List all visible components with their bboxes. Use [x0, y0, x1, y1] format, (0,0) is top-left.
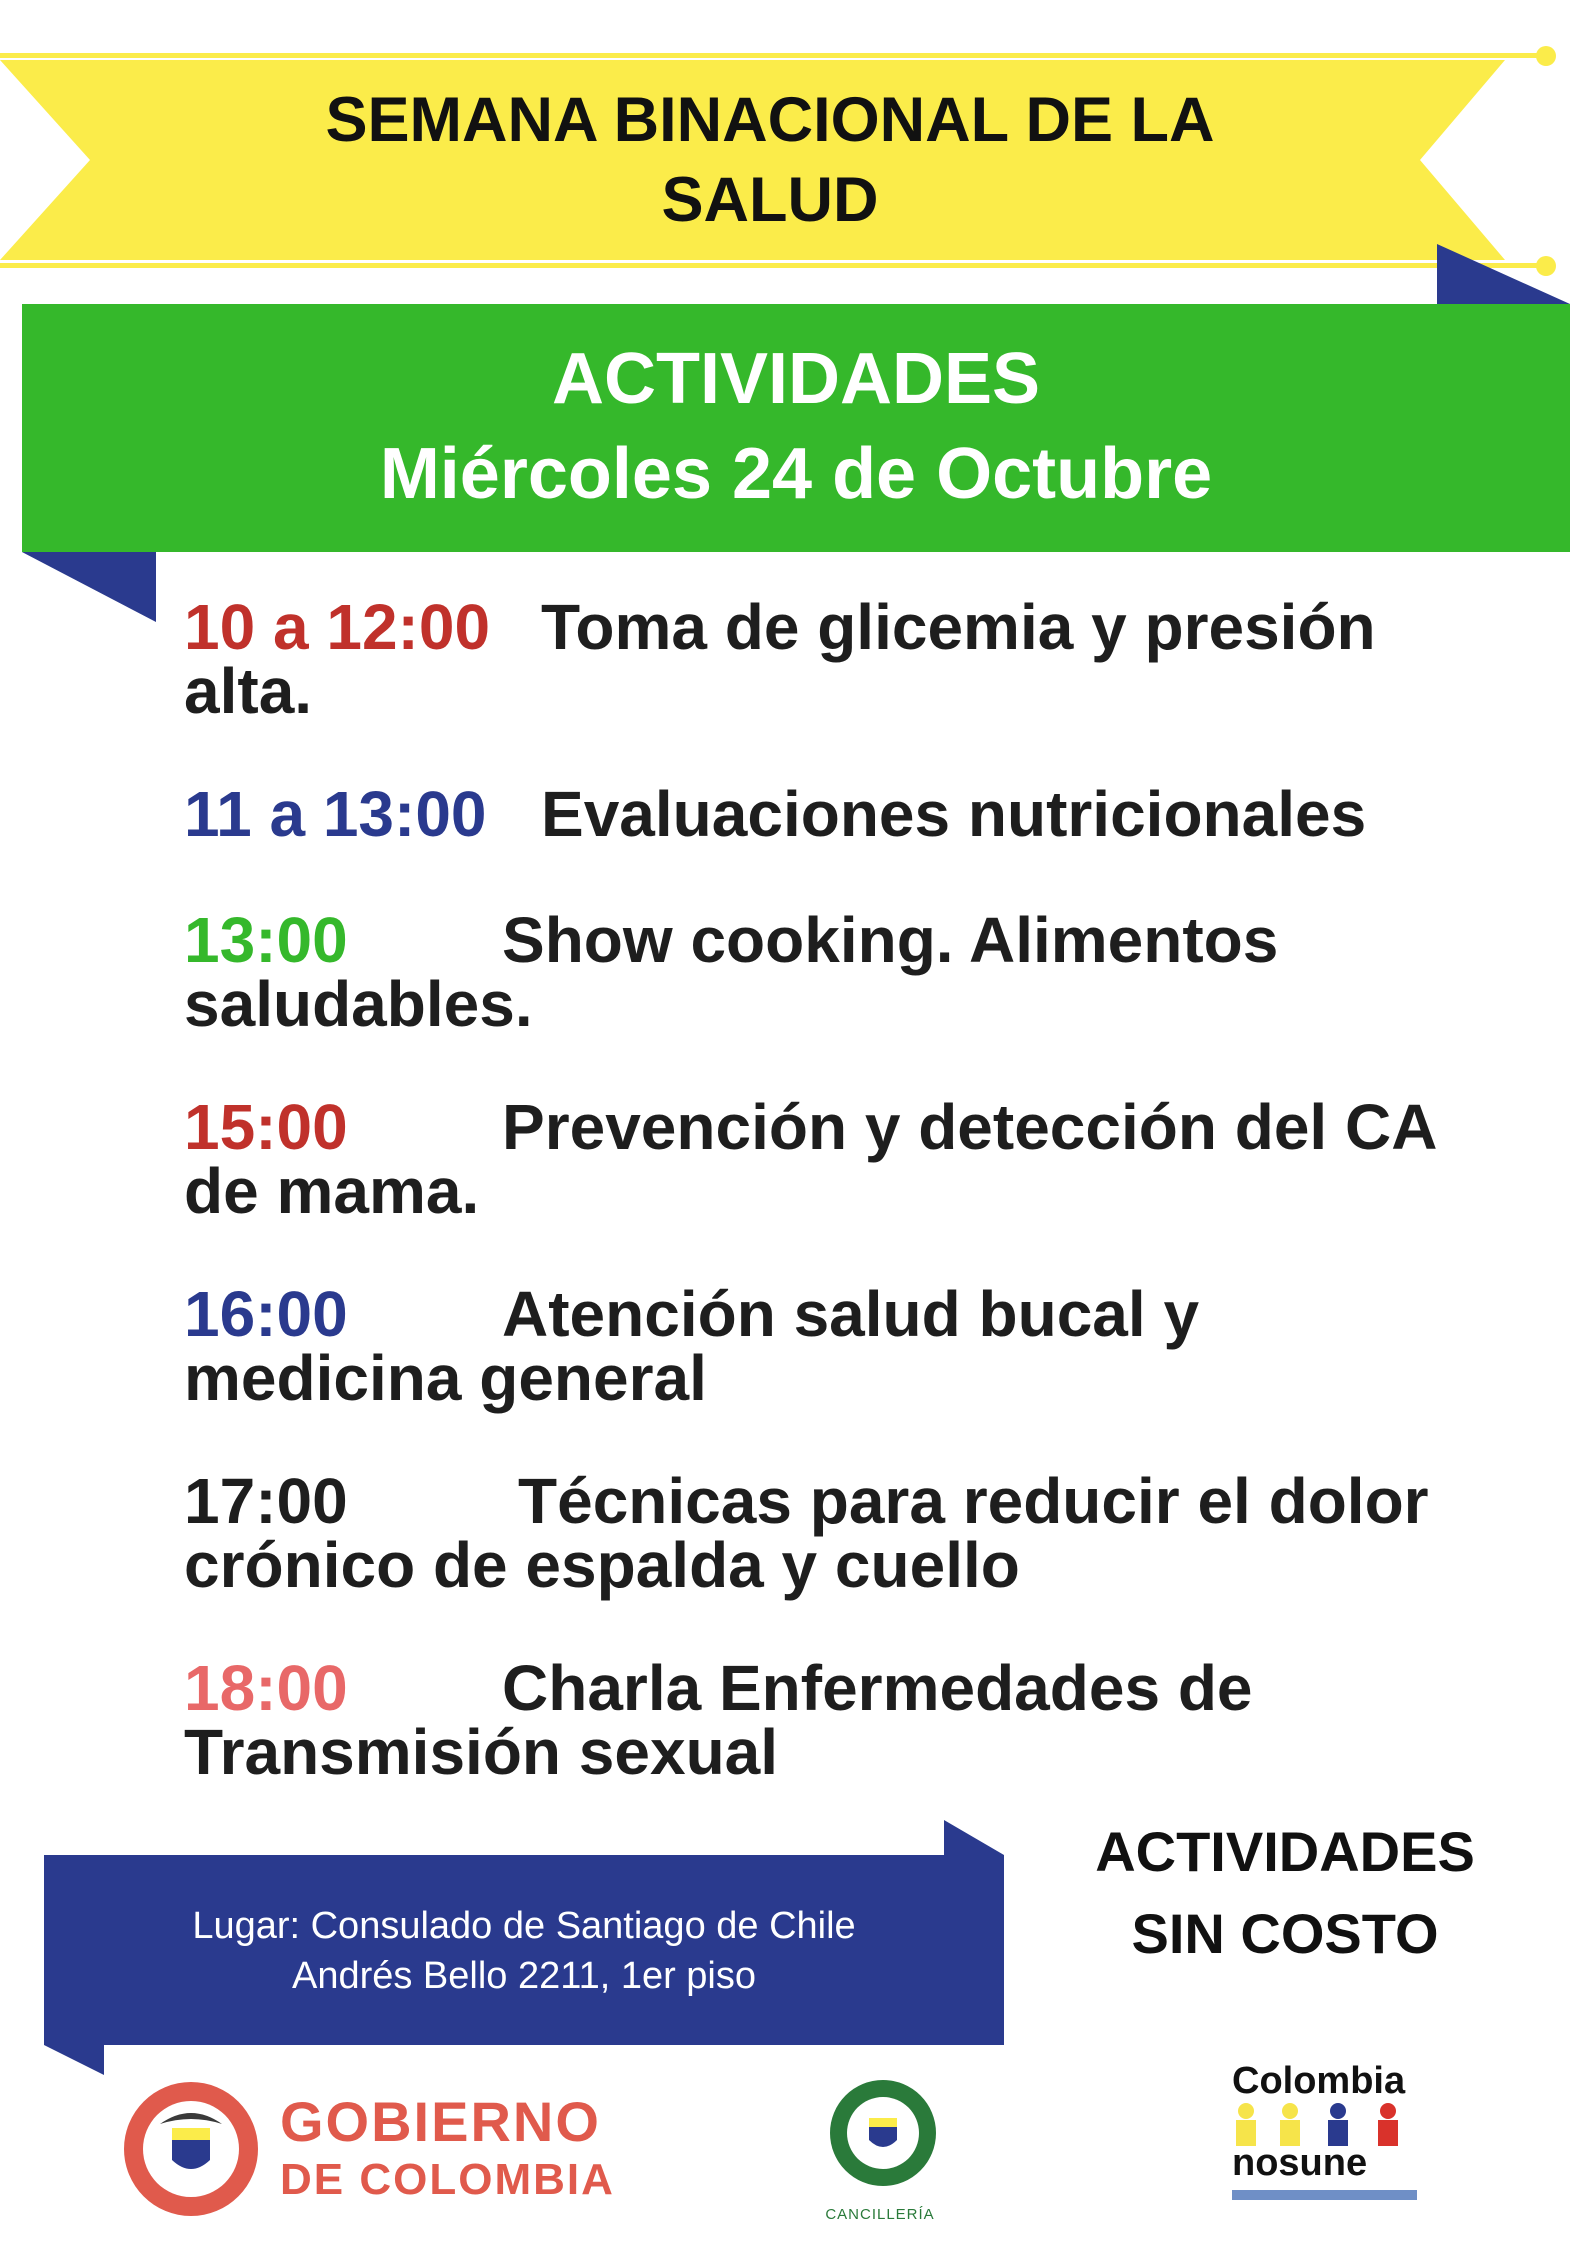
schedule-activity-cont: alta.: [184, 655, 313, 727]
schedule-activity-cont: saludables.: [184, 968, 533, 1040]
location-band-fold-top: [944, 1820, 1004, 1855]
schedule-item: [184, 1091, 1524, 1227]
schedule-item: [184, 1465, 1524, 1601]
colombia-nos-une-top: Colombia: [1232, 2060, 1406, 2102]
schedule-item: [184, 1278, 1524, 1414]
green-band-fold-bottom: [22, 552, 156, 622]
location-address: Andrés Bello 2211, 1er piso: [291, 1955, 757, 1997]
schedule-activity: Toma de glicemia y presión: [541, 591, 1376, 663]
schedule-time: 11 a 13:00: [184, 778, 487, 850]
colombia-nos-une-underline: [1232, 2190, 1417, 2200]
schedule-activity-cont: de mama.: [184, 1155, 480, 1227]
activities-header: [22, 304, 1570, 552]
schedule-time: 16:00: [184, 1278, 348, 1350]
schedule-activity: Show cooking. Alimentos: [502, 904, 1279, 976]
schedule-time: 13:00: [184, 904, 348, 976]
top-yellow-line: [0, 53, 1545, 58]
gobierno-logo-line2: DE COLOMBIA: [280, 2155, 615, 2204]
activities-heading: ACTIVIDADES: [551, 339, 1041, 419]
location-band: [44, 1855, 1004, 2045]
schedule-activity: Evaluaciones nutricionales: [541, 778, 1367, 850]
colombia-nos-une-bottom: nosune: [1232, 2142, 1368, 2184]
schedule-activity-cont: medicina general: [184, 1342, 707, 1414]
schedule-time: 10 a 12:00: [184, 591, 491, 663]
date-heading: Miércoles 24 de Octubre: [379, 434, 1213, 514]
schedule-time: 15:00: [184, 1091, 348, 1163]
event-title: [150, 80, 1390, 240]
gobierno-logo-line1: GOBIERNO: [280, 2090, 601, 2153]
schedule-activity: Atención salud bucal y: [502, 1278, 1200, 1350]
schedule-item: [184, 1652, 1524, 1788]
gobierno-seal-icon: [122, 2080, 260, 2218]
cancilleria-seal-icon: [828, 2078, 938, 2188]
schedule-time: 17:00: [184, 1465, 348, 1537]
event-title-line1: SEMANA BINACIONAL DE LA: [325, 85, 1215, 155]
free-note-line2: SIN COSTO: [1131, 1902, 1439, 1965]
schedule-activity: Técnicas para reducir el dolor: [518, 1465, 1429, 1537]
schedule-activity-cont: Transmisión sexual: [184, 1716, 779, 1788]
schedule-item: [184, 904, 1524, 1040]
schedule-item: [184, 778, 1524, 850]
schedule-activity-cont: crónico de espalda y cuello: [184, 1529, 1020, 1601]
location-venue: Lugar: Consulado de Santiago de Chile: [192, 1905, 856, 1947]
green-band-fold-top: [1437, 244, 1570, 304]
event-title-line2: SALUD: [661, 165, 879, 235]
free-note-line1: ACTIVIDADES: [1095, 1820, 1475, 1883]
schedule-activity: Charla Enfermedades de: [502, 1652, 1253, 1724]
bottom-yellow-line: [0, 263, 1545, 268]
schedule-item: [184, 591, 1524, 727]
schedule-activity: Prevención y detección del CA: [502, 1091, 1438, 1163]
cancilleria-label: CANCILLERÍA: [825, 2206, 935, 2223]
schedule-time: 18:00: [184, 1652, 348, 1724]
location-band-fold-bottom: [44, 2045, 104, 2075]
